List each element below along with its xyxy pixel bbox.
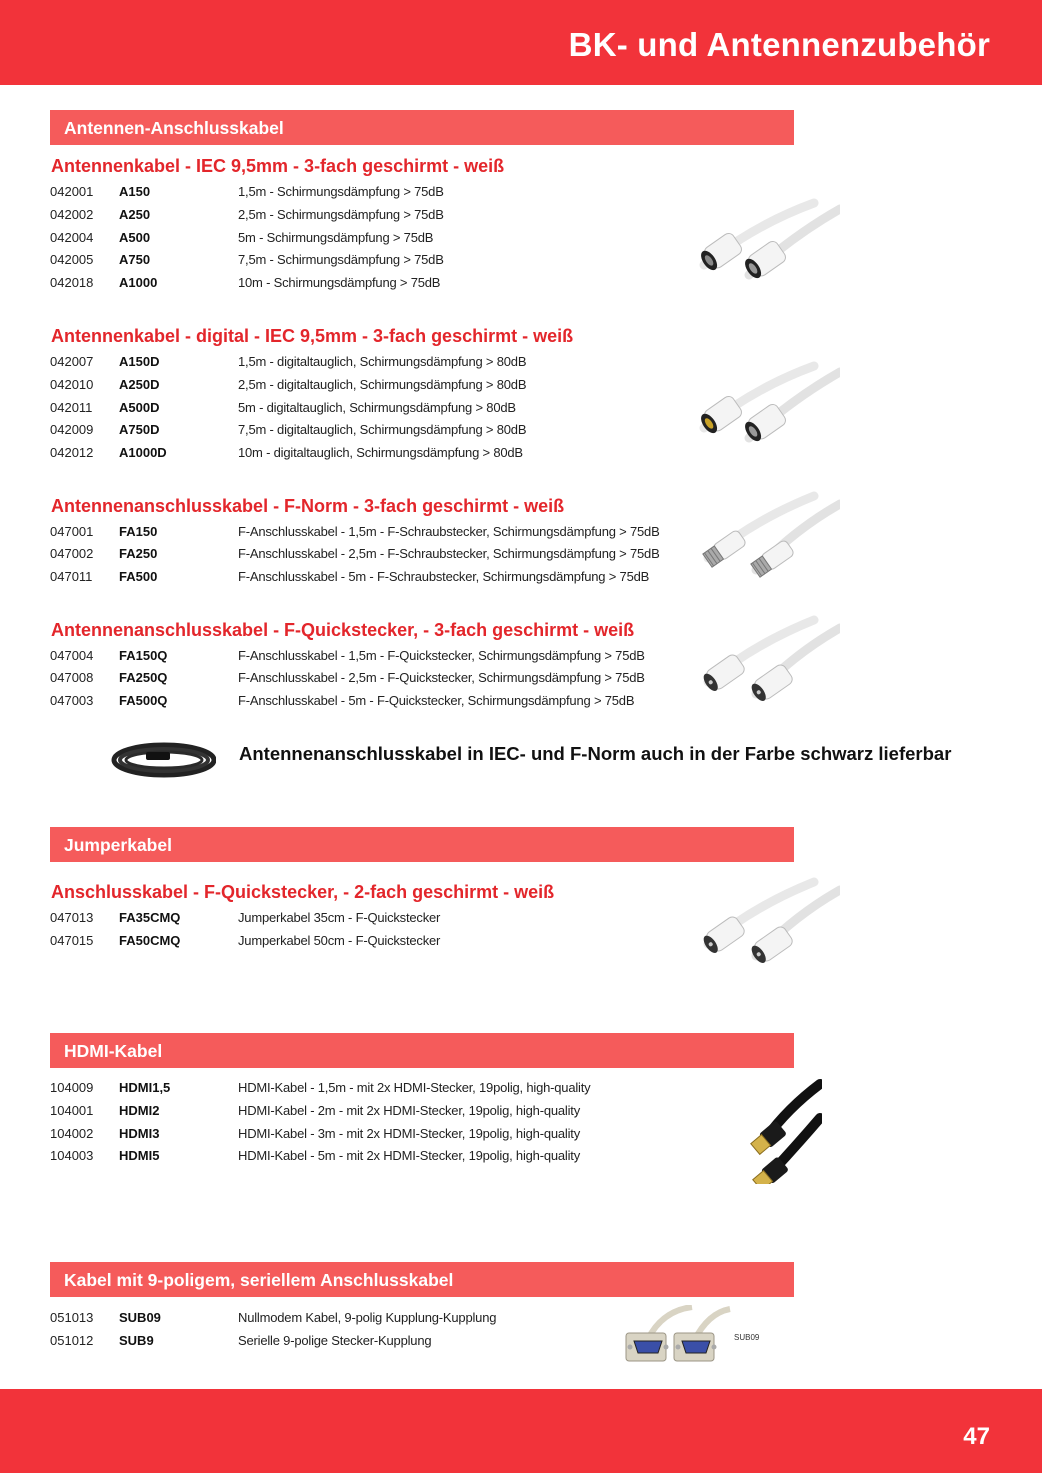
table-row — [50, 670, 690, 690]
table-row — [50, 354, 690, 374]
table-row — [50, 648, 690, 668]
f-quick-cable-image — [694, 614, 840, 709]
product-code: A250 — [119, 207, 151, 222]
group-title: Antennenanschlusskabel - F-Norm - 3-fach geschirmt - weiß — [51, 496, 565, 516]
table-row — [50, 933, 690, 953]
product-code: FA35CMQ — [119, 910, 181, 925]
table-row — [50, 184, 690, 204]
image-caption: SUB09 — [734, 1333, 760, 1342]
product-code: FA250Q — [119, 670, 168, 685]
iec-cable-image — [694, 195, 840, 290]
product-code: HDMI1,5 — [119, 1080, 171, 1095]
product-code: HDMI5 — [119, 1148, 160, 1163]
article-number: 042009 — [50, 422, 94, 437]
product-code: A750 — [119, 252, 151, 267]
article-number: 047013 — [50, 910, 94, 925]
product-code: FA500 — [119, 569, 158, 584]
product-description: 10m - Schirmungsdämpfung > 75dB — [238, 275, 441, 290]
product-description: HDMI-Kabel - 2m - mit 2x HDMI-Stecker, 19polig, high-quality — [238, 1103, 581, 1118]
black-cable-image — [108, 740, 216, 780]
table-row — [50, 1080, 690, 1100]
product-code: HDMI3 — [119, 1126, 160, 1141]
product-description: HDMI-Kabel - 5m - mit 2x HDMI-Stecker, 19polig, high-quality — [238, 1148, 581, 1163]
product-code: A250D — [119, 377, 160, 392]
article-number: 104009 — [50, 1080, 94, 1095]
article-number: 047002 — [50, 546, 94, 561]
article-number: 042011 — [50, 400, 93, 415]
product-description: F-Anschlusskabel - 2,5m - F-Quickstecker, Schirmungsdämpfung > 75dB — [238, 670, 645, 685]
product-description: F-Anschlusskabel - 5m - F-Quickstecker, Schirmungsdämpfung > 75dB — [238, 693, 635, 708]
product-description: Jumperkabel 50cm - F-Quickstecker — [238, 933, 441, 948]
product-code: FA150Q — [119, 648, 168, 663]
table-row — [50, 400, 690, 420]
product-code: FA500Q — [119, 693, 168, 708]
article-number: 047015 — [50, 933, 94, 948]
section-bar-antennen — [50, 110, 794, 145]
table-row — [50, 569, 690, 589]
table-row — [50, 1103, 690, 1123]
article-number: 042005 — [50, 252, 94, 267]
footer-banner — [0, 1389, 1042, 1473]
product-description: 1,5m - digitaltauglich, Schirmungsdämpfung > 80dB — [238, 354, 527, 369]
product-description: F-Anschlusskabel - 1,5m - F-Quickstecker, Schirmungsdämpfung > 75dB — [238, 648, 645, 663]
section-bar-jumper — [50, 827, 794, 862]
table-row — [50, 1310, 690, 1330]
table-row — [50, 1333, 690, 1353]
product-code: FA150 — [119, 524, 158, 539]
product-description: 7,5m - Schirmungsdämpfung > 75dB — [238, 252, 444, 267]
section-label: Jumperkabel — [64, 835, 172, 855]
article-number: 042012 — [50, 445, 94, 460]
table-row — [50, 546, 690, 566]
article-number: 104001 — [50, 1103, 94, 1118]
article-number: 047011 — [50, 569, 93, 584]
product-description: HDMI-Kabel - 1,5m - mit 2x HDMI-Stecker, 19polig, high-quality — [238, 1080, 591, 1095]
table-row — [50, 524, 690, 544]
article-number: 042010 — [50, 377, 94, 392]
section-bar-serial — [50, 1262, 794, 1297]
table-row — [50, 422, 690, 442]
article-number: 047008 — [50, 670, 94, 685]
product-code: A150D — [119, 354, 160, 369]
product-code: A750D — [119, 422, 160, 437]
product-code: SUB09 — [119, 1310, 161, 1325]
product-code: A1000 — [119, 275, 158, 290]
product-description: F-Anschlusskabel - 1,5m - F-Schraubstecker, Schirmungsdämpfung > 75dB — [238, 524, 660, 539]
product-code: FA250 — [119, 546, 158, 561]
product-description: 2,5m - Schirmungsdämpfung > 75dB — [238, 207, 444, 222]
product-code: A500D — [119, 400, 160, 415]
article-number: 104003 — [50, 1148, 94, 1163]
article-number: 051012 — [50, 1333, 94, 1348]
table-row — [50, 910, 690, 930]
section-label: Antennen-Anschlusskabel — [64, 118, 284, 138]
jumper-cable-image — [694, 876, 840, 971]
product-description: Serielle 9-polige Stecker-Kupplung — [238, 1333, 432, 1348]
f-norm-cable-image — [694, 490, 840, 585]
section-label: Kabel mit 9-poligem, seriellem Anschlusskabel — [64, 1270, 454, 1290]
table-row — [50, 230, 690, 250]
product-description: F-Anschlusskabel - 5m - F-Schraubstecker, Schirmungsdämpfung > 75dB — [238, 569, 650, 584]
table-row — [50, 445, 690, 465]
header-banner — [0, 0, 1042, 85]
product-code: A150 — [119, 184, 151, 199]
article-number: 051013 — [50, 1310, 94, 1325]
product-description: HDMI-Kabel - 3m - mit 2x HDMI-Stecker, 19polig, high-quality — [238, 1126, 581, 1141]
product-code: A500 — [119, 230, 151, 245]
product-description: Jumperkabel 35cm - F-Quickstecker — [238, 910, 441, 925]
table-row — [50, 275, 690, 295]
article-number: 042001 — [50, 184, 94, 199]
group-title: Antennenkabel - digital - IEC 9,5mm - 3-fach geschirmt - weiß — [51, 326, 574, 346]
group-title: Anschlusskabel - F-Quickstecker, - 2-fach geschirmt - weiß — [51, 882, 555, 902]
section-label: HDMI-Kabel — [64, 1041, 163, 1061]
group-title: Antennenanschlusskabel - F-Quickstecker, - 3-fach geschirmt - weiß — [51, 620, 635, 640]
article-number: 042007 — [50, 354, 94, 369]
table-row — [50, 207, 690, 227]
table-row — [50, 252, 690, 272]
product-description: Nullmodem Kabel, 9-polig Kupplung-Kupplung — [238, 1310, 497, 1325]
section-bar-hdmi — [50, 1033, 794, 1068]
product-code: HDMI2 — [119, 1103, 160, 1118]
table-row — [50, 1148, 690, 1168]
table-row — [50, 1126, 690, 1146]
product-description: 5m - digitaltauglich, Schirmungsdämpfung > 80dB — [238, 400, 516, 415]
page-number: 47 — [963, 1423, 990, 1450]
table-row — [50, 693, 690, 713]
article-number: 042004 — [50, 230, 94, 245]
article-number: 047004 — [50, 648, 94, 663]
article-number: 047001 — [50, 524, 94, 539]
table-row — [50, 377, 690, 397]
product-code: A1000D — [119, 445, 167, 460]
article-number: 104002 — [50, 1126, 94, 1141]
page-title: BK- und Antennenzubehör — [568, 26, 990, 63]
product-description: 5m - Schirmungsdämpfung > 75dB — [238, 230, 434, 245]
article-number: 047003 — [50, 693, 94, 708]
product-description: F-Anschlusskabel - 2,5m - F-Schraubstecker, Schirmungsdämpfung > 75dB — [238, 546, 660, 561]
serial-cable-image — [622, 1305, 732, 1367]
product-code: SUB9 — [119, 1333, 154, 1348]
iec-digital-cable-image — [694, 358, 840, 453]
availability-note: Antennenanschlusskabel in IEC- und F-Norm auch in der Farbe schwarz lieferbar — [239, 743, 952, 764]
product-code: FA50CMQ — [119, 933, 181, 948]
product-description: 10m - digitaltauglich, Schirmungsdämpfung > 80dB — [238, 445, 523, 460]
product-description: 2,5m - digitaltauglich, Schirmungsdämpfung > 80dB — [238, 377, 527, 392]
hdmi-cable-image — [748, 1078, 822, 1184]
product-description: 7,5m - digitaltauglich, Schirmungsdämpfung > 80dB — [238, 422, 527, 437]
product-description: 1,5m - Schirmungsdämpfung > 75dB — [238, 184, 444, 199]
group-title: Antennenkabel - IEC 9,5mm - 3-fach geschirmt - weiß — [51, 156, 505, 176]
article-number: 042002 — [50, 207, 94, 222]
article-number: 042018 — [50, 275, 94, 290]
